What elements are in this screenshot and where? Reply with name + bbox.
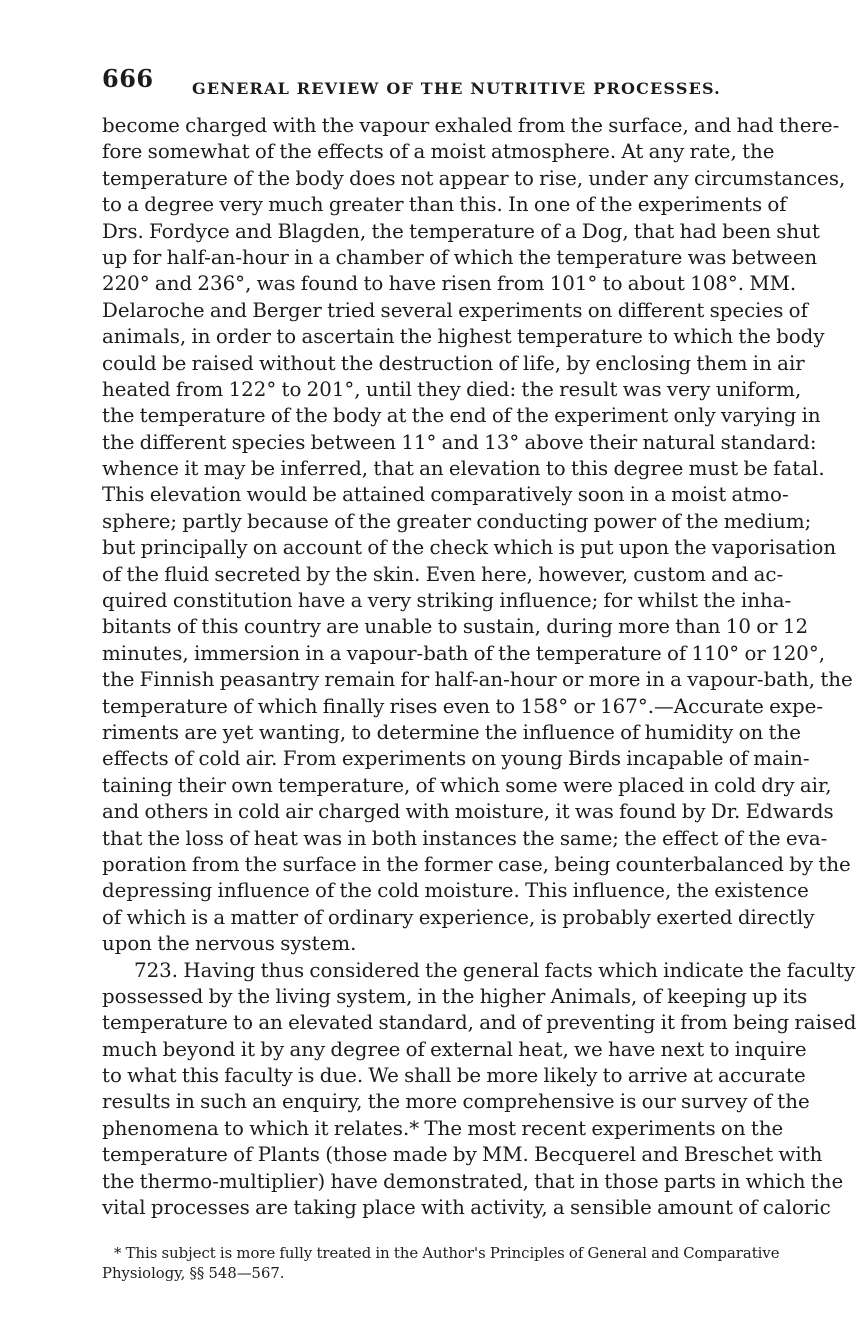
text-line: animals, in order to ascertain the highest temperature to which the body xyxy=(102,325,825,349)
section-start-line: 723. Having thus considered the general facts which indicate the faculty xyxy=(134,958,856,982)
text-line: become charged with the vapour exhaled from the surface, and had there- xyxy=(102,114,840,137)
text-line: phenomena to which it relates.* The most recent experiments on the xyxy=(102,1116,784,1140)
text-line: results in such an enquiry, the more comprehensive is our survey of the xyxy=(102,1090,810,1114)
text-line: effects of cold air. From experiments on young Birds incapable of main- xyxy=(102,747,810,771)
text-line: could be raised without the destruction of life, by enclosing them in air xyxy=(102,351,805,375)
text-line: minutes, immersion in a vapour-bath of the temperature of 110° or 120°, xyxy=(102,641,826,665)
text-line: much beyond it by any degree of external heat, we have next to inquire xyxy=(102,1037,807,1061)
text-line: up for half-an-hour in a chamber of which the temperature was between xyxy=(102,245,818,269)
text-line: quired constitution have a very striking influence; for whilst the inha- xyxy=(102,589,792,613)
text-line: This elevation would be attained comparatively soon in a moist atmo- xyxy=(102,483,789,507)
text-line: of the fluid secreted by the skin. Even here, however, custom and ac- xyxy=(102,562,784,586)
text-line: the thermo-multiplier) have demonstrated, that in those parts in which the xyxy=(102,1169,844,1193)
page-number: 666 xyxy=(102,64,154,93)
text-line: upon the nervous system. xyxy=(102,932,357,956)
text-line: the temperature of the body at the end of the experiment only varying in xyxy=(102,404,821,428)
text-line: bitants of this country are unable to sustain, during more than 10 or 12 xyxy=(102,615,809,639)
footnote xyxy=(102,1244,780,1284)
text-line: to what this faculty is due. We shall be more likely to arrive at accurate xyxy=(102,1064,806,1088)
text-line: temperature to an elevated standard, and of preventing it from being raised xyxy=(102,1011,856,1035)
footnote-line: Physiology, §§ 548—567. xyxy=(102,1265,285,1282)
text-line: temperature of Plants (those made by MM. Becquerel and Breschet with xyxy=(102,1143,823,1167)
text-line: Drs. Fordyce and Blagden, the temperature of a Dog, that had been shut xyxy=(102,219,820,243)
text-line: the Finnish peasantry remain for half-an-hour or more in a vapour-bath, the xyxy=(102,668,853,692)
text-line: of which is a matter of ordinary experience, is probably exerted directly xyxy=(102,905,815,929)
text-line: depressing influence of the cold moisture. This influence, the existence xyxy=(102,879,809,903)
text-line: the different species between 11° and 13° above their natural standard: xyxy=(102,430,817,454)
text-line: Delaroche and Berger tried several experiments on different species of xyxy=(102,298,808,322)
text-line: fore somewhat of the effects of a moist atmosphere. At any rate, the xyxy=(102,140,775,164)
text-line: poration from the surface in the former case, being counterbalanced by the xyxy=(102,852,851,876)
text-line: and others in cold air charged with moisture, it was found by Dr. Edwards xyxy=(102,800,834,824)
text-line: whence it may be inferred, that an elevation to this degree must be fatal. xyxy=(102,457,825,481)
text-line: but principally on account of the check which is put upon the vaporisation xyxy=(102,536,837,560)
text-line: heated from 122° to 201°, until they died: the result was very uniform, xyxy=(102,377,802,401)
footnote-line: * This subject is more fully treated in the Author's Principles of General and Comparative xyxy=(114,1245,780,1262)
text-line: possessed by the living system, in the higher Animals, of keeping up its xyxy=(102,984,808,1008)
text-line: taining their own temperature, of which some were placed in cold dry air, xyxy=(102,773,832,797)
text-line: 220° and 236°, was found to have risen from 101° to about 108°. MM. xyxy=(102,272,797,296)
text-line: that the loss of heat was in both instances the same; the effect of the eva- xyxy=(102,826,828,850)
text-line: temperature of the body does not appear to rise, under any circumstances, xyxy=(102,166,846,190)
text-line: riments are yet wanting, to determine the influence of humidity on the xyxy=(102,720,801,744)
text-line: sphere; partly because of the greater conducting power of the medium; xyxy=(102,509,812,533)
page-header xyxy=(102,64,742,104)
body-text xyxy=(102,113,856,1221)
text-line: vital processes are taking place with activity, a sensible amount of caloric xyxy=(102,1196,831,1220)
running-head: GENERAL REVIEW OF THE NUTRITIVE PROCESSES. xyxy=(192,79,721,98)
text-line: to a degree very much greater than this. In one of the experiments of xyxy=(102,193,787,217)
text-line: temperature of which finally rises even to 158° or 167°.—Accurate expe- xyxy=(102,694,824,718)
